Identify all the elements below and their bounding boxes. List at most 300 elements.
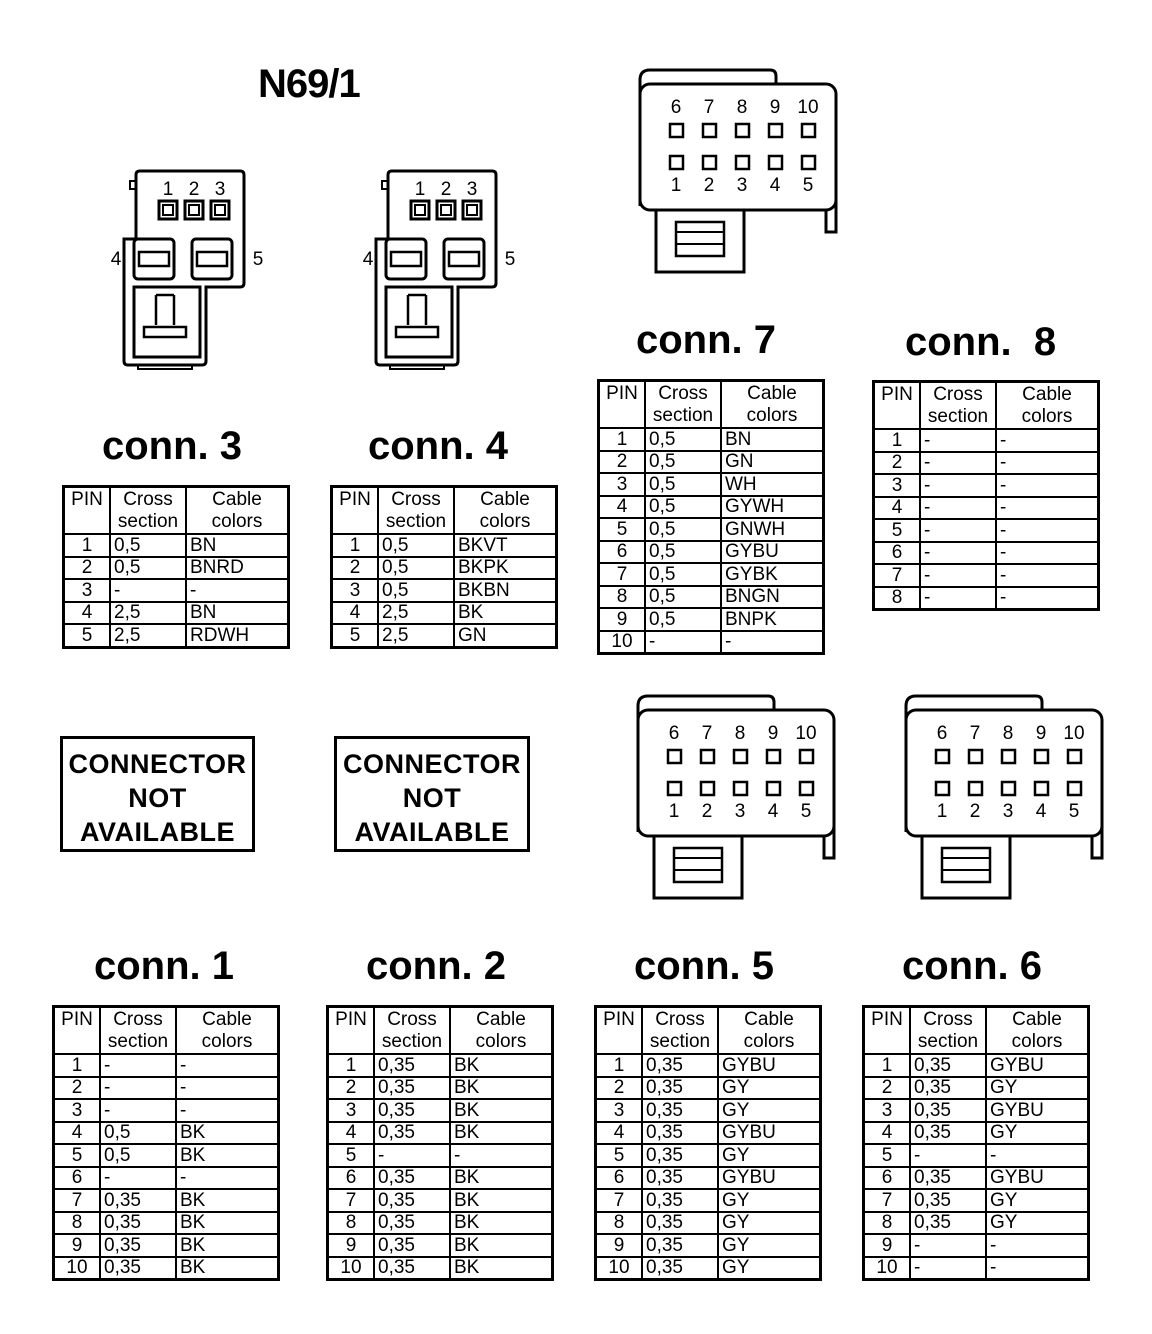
pin-socket-inner bbox=[441, 205, 451, 215]
cross-section-value: - bbox=[100, 1167, 176, 1190]
pin-socket bbox=[668, 782, 681, 795]
cable-exit bbox=[656, 210, 744, 272]
table-row bbox=[599, 541, 824, 564]
header-cable-colors: Cable colors bbox=[986, 1007, 1089, 1055]
cable-exit-key-line bbox=[676, 232, 724, 244]
cross-section-value: 0,35 bbox=[374, 1189, 450, 1212]
pin-number: 4 bbox=[599, 496, 646, 519]
cross-section-value: 0,35 bbox=[910, 1054, 986, 1077]
cross-section-value: 0,35 bbox=[642, 1212, 718, 1235]
pin-label: 4 bbox=[1035, 801, 1047, 822]
table-row bbox=[864, 1167, 1089, 1190]
table-row bbox=[864, 1212, 1089, 1235]
pin-label: 5 bbox=[802, 175, 814, 196]
pin-socket bbox=[701, 782, 714, 795]
header-pin: PIN bbox=[874, 382, 921, 430]
pin-label: 5 bbox=[1068, 801, 1080, 822]
pin-number: 7 bbox=[599, 563, 646, 586]
cable-color-value: BKBN bbox=[454, 579, 557, 602]
cross-section-value: - bbox=[645, 631, 721, 654]
cross-section-value: 0,5 bbox=[378, 579, 454, 602]
cable-color-value: - bbox=[176, 1077, 279, 1100]
header-cable-colors: Cable colors bbox=[721, 381, 824, 429]
cross-section-value: - bbox=[100, 1077, 176, 1100]
pin-number: 2 bbox=[328, 1077, 375, 1100]
pin-number: 6 bbox=[864, 1167, 911, 1190]
cable-color-value: - bbox=[996, 452, 1099, 475]
power-socket-inner bbox=[197, 252, 227, 266]
cross-section-value: 0,35 bbox=[374, 1257, 450, 1280]
cross-section-value: 0,35 bbox=[642, 1234, 718, 1257]
table-row bbox=[874, 587, 1099, 610]
pin-number: 10 bbox=[596, 1257, 643, 1280]
table-row bbox=[596, 1234, 821, 1257]
header-pin: PIN bbox=[332, 487, 379, 535]
pin-socket bbox=[437, 201, 455, 219]
pin-number: 5 bbox=[332, 624, 379, 647]
conn5-title: conn. 5 bbox=[634, 944, 775, 988]
pin-label: 9 bbox=[767, 723, 779, 744]
table-row bbox=[874, 542, 1099, 565]
table-row bbox=[328, 1212, 553, 1235]
table-row bbox=[64, 602, 289, 625]
cable-color-value: GNWH bbox=[721, 518, 824, 541]
table-header-row bbox=[599, 381, 824, 429]
pin-number: 1 bbox=[599, 428, 646, 451]
pin-socket bbox=[463, 201, 481, 219]
pin-socket bbox=[703, 156, 716, 169]
cross-section-value: 0,35 bbox=[374, 1054, 450, 1077]
table-row bbox=[599, 496, 824, 519]
cable-color-value: BK bbox=[450, 1077, 553, 1100]
cross-section-value: 0,35 bbox=[910, 1077, 986, 1100]
pin-socket bbox=[701, 750, 714, 763]
table-row bbox=[874, 429, 1099, 452]
cable-color-value: - bbox=[996, 564, 1099, 587]
table-row bbox=[874, 519, 1099, 542]
cable-color-value: GYBU bbox=[986, 1167, 1089, 1190]
pin-number: 9 bbox=[864, 1234, 911, 1257]
table-row bbox=[874, 452, 1099, 475]
header-cross-section: Cross section bbox=[110, 487, 186, 535]
cross-section-value: 2,5 bbox=[110, 624, 186, 647]
cable-color-value: GYBU bbox=[718, 1167, 821, 1190]
cable-color-value: - bbox=[176, 1054, 279, 1077]
table-row bbox=[864, 1257, 1089, 1280]
pin-number: 4 bbox=[328, 1122, 375, 1145]
cross-section-value: - bbox=[374, 1144, 450, 1167]
conn8-table bbox=[872, 380, 1100, 611]
header-cable-colors: Cable colors bbox=[176, 1007, 279, 1055]
pin-socket bbox=[736, 124, 749, 137]
cross-section-value: 0,5 bbox=[645, 586, 721, 609]
conn4-title: conn. 4 bbox=[368, 424, 509, 468]
pin-socket bbox=[802, 124, 815, 137]
table-row bbox=[596, 1122, 821, 1145]
cable-color-value: BN bbox=[186, 602, 289, 625]
cable-color-value: BKPK bbox=[454, 557, 557, 580]
pin-label: 4 bbox=[769, 175, 781, 196]
connector-not-available-conn1 bbox=[60, 736, 255, 852]
pin-number: 1 bbox=[328, 1054, 375, 1077]
table-header-row bbox=[596, 1007, 821, 1055]
pin-socket bbox=[211, 201, 229, 219]
connector-back-shell bbox=[906, 696, 1042, 710]
pin-label: 3 bbox=[214, 179, 226, 200]
cross-section-value: 0,35 bbox=[910, 1167, 986, 1190]
pin-socket bbox=[1002, 782, 1015, 795]
table-row bbox=[864, 1099, 1089, 1122]
pin-label: 9 bbox=[769, 97, 781, 118]
pin-label: 3 bbox=[466, 179, 478, 200]
table-row bbox=[599, 586, 824, 609]
table-row bbox=[874, 564, 1099, 587]
cross-section-value: - bbox=[100, 1054, 176, 1077]
cable-color-value: GN bbox=[721, 451, 824, 474]
table-row bbox=[332, 534, 557, 557]
table-header-row bbox=[332, 487, 557, 535]
cross-section-value: 0,35 bbox=[642, 1077, 718, 1100]
cross-section-value: 0,35 bbox=[642, 1099, 718, 1122]
cable-color-value: BNRD bbox=[186, 557, 289, 580]
power-socket-inner bbox=[139, 252, 169, 266]
table-row bbox=[54, 1212, 279, 1235]
table-row bbox=[599, 428, 824, 451]
table-row bbox=[54, 1144, 279, 1167]
pin-label: 6 bbox=[670, 97, 682, 118]
pin-label: 2 bbox=[188, 179, 200, 200]
pin-number: 6 bbox=[599, 541, 646, 564]
cross-section-value: 0,35 bbox=[100, 1212, 176, 1235]
cross-section-value: 0,35 bbox=[374, 1099, 450, 1122]
pin-socket bbox=[670, 124, 683, 137]
table-row bbox=[864, 1077, 1089, 1100]
na-line1: CONNECTOR bbox=[342, 749, 521, 779]
pin-label: 2 bbox=[440, 179, 452, 200]
table-row bbox=[328, 1054, 553, 1077]
header-pin: PIN bbox=[64, 487, 111, 535]
cross-section-value: 0,35 bbox=[910, 1122, 986, 1145]
table-row bbox=[328, 1189, 553, 1212]
connector-drawing-conn7 bbox=[630, 66, 850, 276]
pin-number: 2 bbox=[596, 1077, 643, 1100]
pin-socket bbox=[1035, 750, 1048, 763]
pin-socket bbox=[767, 750, 780, 763]
pin-number: 6 bbox=[874, 542, 921, 565]
pin-socket bbox=[802, 156, 815, 169]
cable-color-value: GY bbox=[718, 1144, 821, 1167]
connector-latch bbox=[130, 181, 136, 189]
pin-number: 8 bbox=[874, 587, 921, 610]
cross-section-value: - bbox=[920, 542, 996, 565]
pin-number: 3 bbox=[596, 1099, 643, 1122]
header-cable-colors: Cable colors bbox=[996, 382, 1099, 430]
cable-color-value: GY bbox=[718, 1099, 821, 1122]
table-row bbox=[64, 579, 289, 602]
pin-socket-inner bbox=[163, 205, 173, 215]
cross-section-value: 0,35 bbox=[642, 1054, 718, 1077]
cable-exit bbox=[654, 836, 742, 898]
pin-socket bbox=[767, 782, 780, 795]
pin-label: 3 bbox=[1002, 801, 1014, 822]
pin-socket bbox=[969, 750, 982, 763]
pin-label: 8 bbox=[734, 723, 746, 744]
pin-socket bbox=[1035, 782, 1048, 795]
cross-section-value: 0,35 bbox=[100, 1257, 176, 1280]
cable-color-value: BNGN bbox=[721, 586, 824, 609]
cross-section-value: - bbox=[920, 452, 996, 475]
table-row bbox=[64, 624, 289, 647]
table-row bbox=[54, 1257, 279, 1280]
cable-color-value: BK bbox=[450, 1167, 553, 1190]
table-row bbox=[54, 1234, 279, 1257]
cable-exit-key bbox=[942, 848, 990, 882]
cable-color-value: - bbox=[996, 519, 1099, 542]
pin-number: 10 bbox=[599, 631, 646, 654]
pin-number: 5 bbox=[328, 1144, 375, 1167]
pin-socket bbox=[769, 124, 782, 137]
cable-color-value: BK bbox=[450, 1122, 553, 1145]
cable-color-value: GY bbox=[718, 1257, 821, 1280]
cable-color-value: GYBU bbox=[718, 1054, 821, 1077]
cable-color-value: GN bbox=[454, 624, 557, 647]
cable-color-value: BK bbox=[176, 1144, 279, 1167]
pin-number: 3 bbox=[874, 474, 921, 497]
header-cross-section: Cross section bbox=[645, 381, 721, 429]
pin-number: 2 bbox=[54, 1077, 101, 1100]
pin-socket bbox=[668, 750, 681, 763]
pin-number: 7 bbox=[874, 564, 921, 587]
conn1-title: conn. 1 bbox=[94, 944, 235, 988]
table-header-row bbox=[874, 382, 1099, 430]
cable-color-value: GYBK bbox=[721, 563, 824, 586]
pin-label: 8 bbox=[1002, 723, 1014, 744]
connector-back-shell bbox=[640, 70, 776, 84]
pin-number: 3 bbox=[599, 473, 646, 496]
cable-color-value: - bbox=[986, 1234, 1089, 1257]
pin-socket bbox=[800, 750, 813, 763]
cable-color-value: BK bbox=[450, 1212, 553, 1235]
conn6-table bbox=[862, 1005, 1090, 1281]
cross-section-value: 0,35 bbox=[910, 1099, 986, 1122]
cross-section-value: 0,35 bbox=[642, 1122, 718, 1145]
table-row bbox=[328, 1144, 553, 1167]
pin-number: 2 bbox=[874, 452, 921, 475]
pin-label: 1 bbox=[414, 179, 426, 200]
pin-socket bbox=[969, 782, 982, 795]
cross-section-value: 0,35 bbox=[374, 1212, 450, 1235]
pin-label: 8 bbox=[736, 97, 748, 118]
cable-color-value: BK bbox=[450, 1099, 553, 1122]
cross-section-value: - bbox=[920, 587, 996, 610]
pin-label: 3 bbox=[736, 175, 748, 196]
pin-number: 5 bbox=[596, 1144, 643, 1167]
conn6-title: conn. 6 bbox=[902, 944, 1043, 988]
pin-socket-inner bbox=[415, 205, 425, 215]
conn2-title: conn. 2 bbox=[366, 944, 507, 988]
cable-color-value: GY bbox=[718, 1077, 821, 1100]
cable-color-value: BK bbox=[450, 1257, 553, 1280]
table-row bbox=[328, 1257, 553, 1280]
table-row bbox=[328, 1234, 553, 1257]
conn3-title: conn. 3 bbox=[102, 424, 243, 468]
cable-exit-key bbox=[144, 295, 186, 337]
pin-label: 1 bbox=[670, 175, 682, 196]
cross-section-value: 0,35 bbox=[642, 1189, 718, 1212]
cable-color-value: - bbox=[176, 1167, 279, 1190]
pin-socket-inner bbox=[189, 205, 199, 215]
na-line1: CONNECTOR bbox=[68, 749, 247, 779]
table-row bbox=[332, 602, 557, 625]
cable-color-value: GYWH bbox=[721, 496, 824, 519]
cross-section-value: 0,5 bbox=[645, 541, 721, 564]
pin-number: 7 bbox=[328, 1189, 375, 1212]
connector-clip bbox=[1092, 822, 1102, 858]
pin-number: 3 bbox=[332, 579, 379, 602]
cross-section-value: 0,35 bbox=[910, 1212, 986, 1235]
table-row bbox=[599, 608, 824, 631]
pin-socket bbox=[1002, 750, 1015, 763]
cable-color-value: GY bbox=[718, 1212, 821, 1235]
header-cable-colors: Cable colors bbox=[454, 487, 557, 535]
pin-number: 4 bbox=[332, 602, 379, 625]
pin-socket bbox=[1068, 782, 1081, 795]
na-line3: AVAILABLE bbox=[80, 817, 235, 847]
cable-color-value: GYBU bbox=[721, 541, 824, 564]
pin-number: 1 bbox=[64, 534, 111, 557]
cable-exit-key bbox=[676, 222, 724, 256]
pin-number: 1 bbox=[874, 429, 921, 452]
pin-number: 10 bbox=[328, 1257, 375, 1280]
cable-color-value: GY bbox=[718, 1189, 821, 1212]
table-row bbox=[328, 1099, 553, 1122]
pin-socket bbox=[734, 782, 747, 795]
pin-number: 2 bbox=[332, 557, 379, 580]
pin-number: 3 bbox=[64, 579, 111, 602]
cable-color-value: RDWH bbox=[186, 624, 289, 647]
cable-exit-key-line bbox=[674, 858, 722, 870]
cross-section-value: 2,5 bbox=[378, 602, 454, 625]
pin-number: 2 bbox=[599, 451, 646, 474]
cross-section-value: 0,5 bbox=[645, 496, 721, 519]
pin-number: 2 bbox=[864, 1077, 911, 1100]
pin-number: 9 bbox=[599, 608, 646, 631]
table-row bbox=[874, 497, 1099, 520]
table-row bbox=[64, 534, 289, 557]
cross-section-value: 0,35 bbox=[642, 1257, 718, 1280]
pin-number: 4 bbox=[64, 602, 111, 625]
table-header-row bbox=[64, 487, 289, 535]
pin-label: 7 bbox=[969, 723, 981, 744]
cable-color-value: - bbox=[186, 579, 289, 602]
table-row bbox=[599, 451, 824, 474]
header-cross-section: Cross section bbox=[920, 382, 996, 430]
pin-number: 7 bbox=[864, 1189, 911, 1212]
table-row bbox=[332, 579, 557, 602]
pin-number: 1 bbox=[864, 1054, 911, 1077]
pin-label: 10 bbox=[1063, 723, 1085, 744]
table-row bbox=[864, 1122, 1089, 1145]
connector-clip bbox=[826, 196, 836, 232]
cable-color-value: BNPK bbox=[721, 608, 824, 631]
cable-color-value: - bbox=[996, 542, 1099, 565]
pin-number: 4 bbox=[864, 1122, 911, 1145]
cross-section-value: 0,5 bbox=[378, 557, 454, 580]
header-pin: PIN bbox=[328, 1007, 375, 1055]
table-row bbox=[328, 1122, 553, 1145]
pin-number: 10 bbox=[54, 1257, 101, 1280]
table-row bbox=[54, 1122, 279, 1145]
cable-color-value: BK bbox=[454, 602, 557, 625]
cross-section-value: 0,35 bbox=[100, 1189, 176, 1212]
table-row bbox=[596, 1099, 821, 1122]
cross-section-value: 0,5 bbox=[110, 557, 186, 580]
table-row bbox=[864, 1054, 1089, 1077]
cross-section-value: 0,35 bbox=[100, 1234, 176, 1257]
pin-number: 4 bbox=[54, 1122, 101, 1145]
pin-label: 4 bbox=[362, 249, 374, 270]
cable-color-value: BK bbox=[450, 1234, 553, 1257]
pin-number: 9 bbox=[328, 1234, 375, 1257]
cross-section-value: 0,35 bbox=[642, 1144, 718, 1167]
pin-socket-inner bbox=[467, 205, 477, 215]
pin-socket bbox=[159, 201, 177, 219]
table-header-row bbox=[864, 1007, 1089, 1055]
pin-label: 6 bbox=[936, 723, 948, 744]
pin-number: 3 bbox=[328, 1099, 375, 1122]
connector-clip bbox=[824, 822, 834, 858]
cable-color-value: - bbox=[176, 1099, 279, 1122]
cable-color-value: GY bbox=[986, 1212, 1089, 1235]
connector-drawing-conn5 bbox=[628, 692, 848, 902]
cable-exit-key bbox=[396, 295, 438, 337]
cross-section-value: - bbox=[920, 497, 996, 520]
pin-socket bbox=[1068, 750, 1081, 763]
pin-label: 4 bbox=[110, 249, 122, 270]
pin-label: 2 bbox=[703, 175, 715, 196]
table-row bbox=[54, 1099, 279, 1122]
cross-section-value: 0,35 bbox=[910, 1189, 986, 1212]
cable-color-value: GY bbox=[986, 1122, 1089, 1145]
header-cable-colors: Cable colors bbox=[718, 1007, 821, 1055]
cross-section-value: 0,5 bbox=[645, 518, 721, 541]
cable-color-value: BK bbox=[450, 1054, 553, 1077]
pin-number: 8 bbox=[596, 1212, 643, 1235]
pin-socket bbox=[185, 201, 203, 219]
cross-section-value: 0,35 bbox=[374, 1077, 450, 1100]
header-cross-section: Cross section bbox=[100, 1007, 176, 1055]
pin-number: 1 bbox=[54, 1054, 101, 1077]
pin-label: 2 bbox=[969, 801, 981, 822]
cable-color-value: GY bbox=[718, 1234, 821, 1257]
cross-section-value: - bbox=[920, 519, 996, 542]
cable-color-value: BK bbox=[176, 1122, 279, 1145]
pin-number: 8 bbox=[54, 1212, 101, 1235]
power-socket-inner bbox=[449, 252, 479, 266]
pin-number: 6 bbox=[328, 1167, 375, 1190]
conn2-table bbox=[326, 1005, 554, 1281]
pin-number: 4 bbox=[596, 1122, 643, 1145]
cable-color-value: - bbox=[450, 1144, 553, 1167]
pin-socket bbox=[670, 156, 683, 169]
pin-label: 9 bbox=[1035, 723, 1047, 744]
pin-label: 6 bbox=[668, 723, 680, 744]
pin-socket bbox=[411, 201, 429, 219]
table-row bbox=[864, 1189, 1089, 1212]
pin-number: 7 bbox=[596, 1189, 643, 1212]
table-row bbox=[328, 1077, 553, 1100]
cross-section-value: 0,5 bbox=[645, 563, 721, 586]
